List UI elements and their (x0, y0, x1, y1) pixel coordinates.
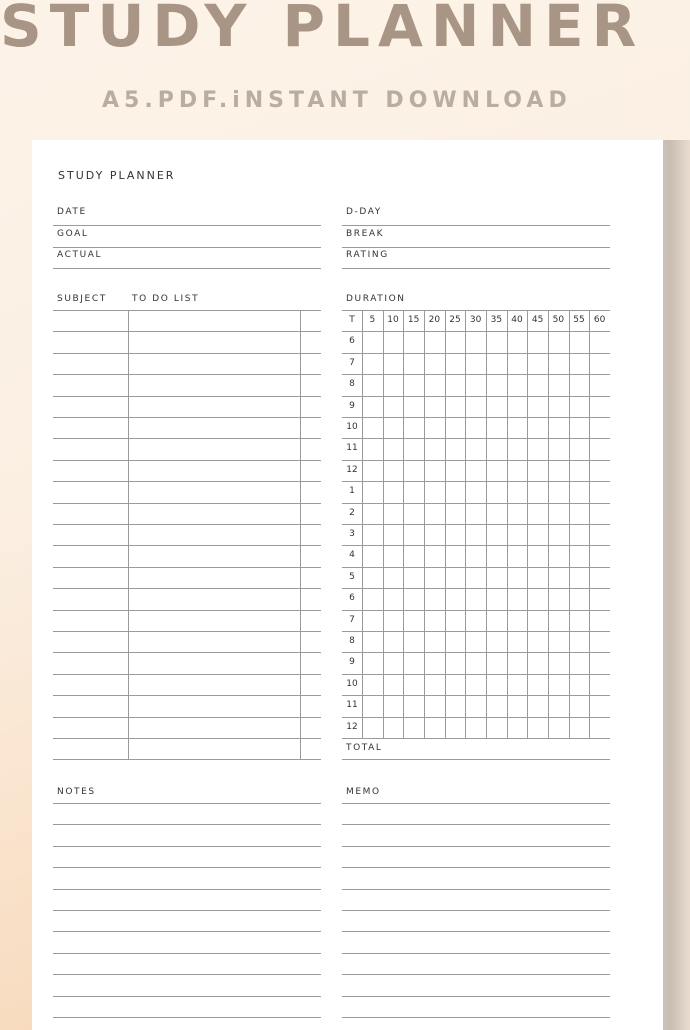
grid-row-line (342, 738, 610, 739)
memo-line (342, 910, 610, 911)
field-line (53, 247, 321, 248)
todo-row-line (53, 503, 321, 504)
hour-label: 1 (349, 486, 355, 497)
notes-line (53, 953, 321, 954)
memo-line (342, 846, 610, 847)
grid-col-line (548, 310, 549, 738)
grid-col-line (507, 310, 508, 738)
field-label-2: ACTUAL (57, 250, 103, 260)
grid-row-line (342, 759, 610, 760)
field-line (342, 247, 610, 248)
memo-label: MEMO (346, 787, 381, 797)
hour-label: 6 (349, 593, 355, 604)
hour-label: 12 (346, 464, 358, 475)
minute-header: 50 (552, 315, 565, 325)
banner-title: STUDY PLANNER (0, 0, 645, 60)
hour-label: 9 (349, 400, 355, 411)
field-line (342, 225, 610, 226)
hour-label: 3 (349, 529, 355, 539)
grid-col-line (383, 310, 384, 738)
grid-col-line (362, 310, 363, 738)
hour-label: 7 (349, 614, 355, 625)
field-line (53, 225, 321, 226)
notes-line (53, 931, 321, 932)
hour-label: 5 (349, 571, 355, 582)
notes-line (53, 803, 321, 804)
todo-col-line (300, 310, 301, 759)
minute-header: 40 (511, 315, 523, 325)
field-label-0: DATE (57, 207, 87, 217)
todo-row-line (53, 331, 321, 332)
todo-row-line (53, 417, 321, 418)
notes-line (53, 910, 321, 911)
todo-row-line (53, 374, 321, 375)
todo-row-line (53, 460, 321, 461)
todo-row-line (53, 310, 321, 311)
memo-line (342, 996, 610, 997)
field-line (342, 268, 610, 269)
todo-row-line (53, 396, 321, 397)
minute-header: 25 (449, 315, 461, 325)
minute-header: 35 (490, 315, 503, 325)
field-label-right-0: D-DAY (346, 207, 382, 217)
grid-col-line (569, 310, 570, 738)
hour-label: 8 (349, 379, 355, 390)
todo-label: TO DO LIST (132, 294, 200, 304)
grid-col-line (589, 310, 590, 738)
todo-row-line (53, 695, 321, 696)
todo-row-line (53, 588, 321, 589)
field-label-right-2: RATING (346, 250, 389, 260)
todo-row-line (53, 567, 321, 568)
hour-label: 8 (349, 636, 355, 646)
grid-col-line (465, 310, 466, 738)
grid-col-line (445, 310, 446, 738)
todo-row-line (53, 717, 321, 718)
hour-label: 2 (349, 507, 355, 518)
minute-header: 15 (407, 315, 420, 325)
minute-header: 60 (593, 315, 606, 325)
todo-row-line (53, 545, 321, 546)
minute-header: 45 (531, 315, 544, 325)
hour-label: 7 (349, 357, 355, 368)
hour-label: 4 (349, 550, 355, 561)
minute-header: 5 (369, 315, 376, 325)
todo-row-line (53, 524, 321, 525)
hour-label: 11 (346, 700, 358, 711)
memo-line (342, 824, 610, 825)
hour-label: 10 (346, 678, 358, 689)
minute-header: 30 (469, 315, 482, 325)
grid-col-line (527, 310, 528, 738)
hour-label: 9 (349, 657, 355, 668)
field-line (53, 268, 321, 269)
todo-row-line (53, 481, 321, 482)
todo-row-line (53, 353, 321, 354)
minute-header: 20 (428, 315, 441, 325)
memo-line (342, 953, 610, 954)
hour-label: 11 (346, 443, 358, 454)
memo-line (342, 1017, 610, 1018)
notes-line (53, 824, 321, 825)
notes-line (53, 846, 321, 847)
notes-line (53, 996, 321, 997)
todo-row-line (53, 438, 321, 439)
todo-row-line (53, 631, 321, 632)
subject-label: SUBJECT (57, 294, 107, 304)
todo-row-line (53, 738, 321, 739)
planner-title: STUDY PLANNER (58, 169, 176, 182)
hour-label: 10 (346, 422, 358, 432)
planner-page (32, 140, 663, 1030)
minute-header: 10 (387, 315, 399, 325)
todo-row-line (53, 610, 321, 611)
hour-label: 6 (349, 336, 355, 347)
field-label-1: GOAL (57, 228, 89, 239)
field-label-right-1: BREAK (346, 228, 385, 239)
grid-col-line (486, 310, 487, 738)
minute-header: 55 (573, 315, 585, 325)
duration-label: DURATION (346, 294, 406, 304)
total-label: TOTAL (346, 743, 383, 753)
grid-col-line (403, 310, 404, 738)
time-header: T (349, 315, 355, 325)
memo-line (342, 974, 610, 975)
memo-line (342, 803, 610, 804)
todo-row-line (53, 759, 321, 760)
todo-row-line (53, 674, 321, 675)
todo-col-line (128, 310, 129, 759)
notes-label: NOTES (57, 787, 96, 797)
memo-line (342, 931, 610, 932)
memo-line (342, 889, 610, 890)
notes-line (53, 1017, 321, 1018)
todo-row-line (53, 652, 321, 653)
notes-line (53, 889, 321, 890)
grid-col-line (424, 310, 425, 738)
hour-label: 12 (346, 721, 358, 732)
banner-subtitle: A5.PDF.iNSTANT DOWNLOAD (102, 88, 572, 113)
memo-line (342, 867, 610, 868)
notes-line (53, 867, 321, 868)
notes-line (53, 974, 321, 975)
